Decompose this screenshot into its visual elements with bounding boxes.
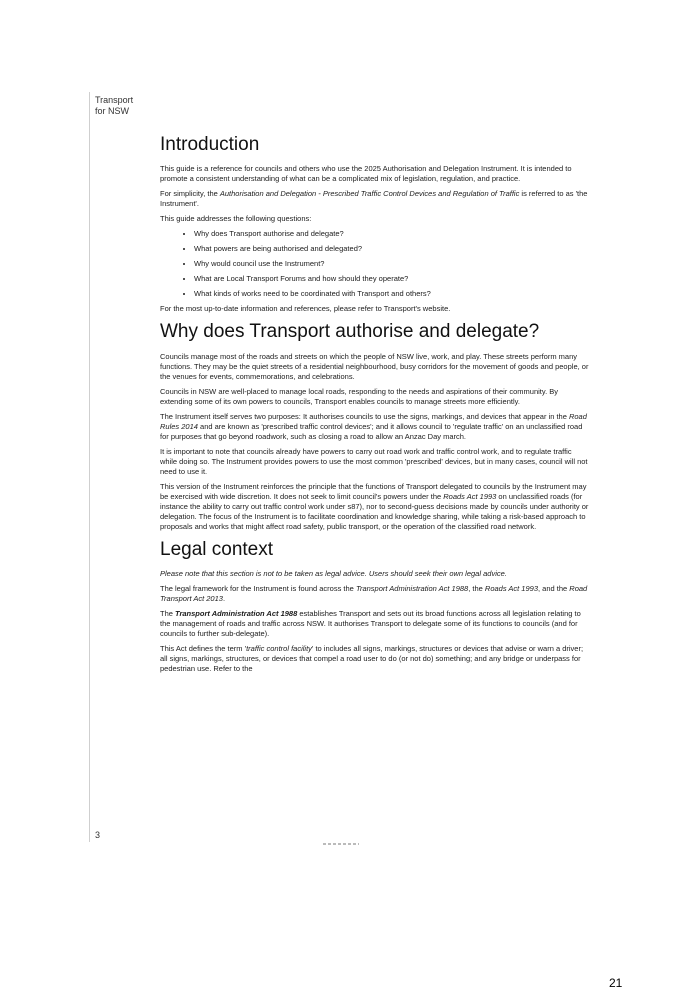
legal-paragraph-1 [160,584,590,604]
list-item: • What kinds of works need to be coordinated with Transport and others? [194,289,590,299]
list-item: • Why would council use the Instrument? [194,259,590,269]
act-title: Road Rules 2014 [160,412,587,431]
text-run: This Act defines the term ' [160,644,247,653]
intro-paragraph-1: This guide is a reference for councils and others who use the 2025 Authorisation and Delegation Instrument. It is intended to promote a consistent understanding of what can be a complicated mix of legislation, regulation, and practice. [160,164,572,183]
why-paragraph-3 [160,412,590,442]
text-run: ' to includes all signs, markings, structures or devices that advise or warn a driver; all signs, markings, structures, or devices that compel a road user to do (or not do) something; and any bridge or underpass for pedestrian use. Refer to the [160,644,584,673]
act-title: Road Transport Act 2013 [160,584,588,603]
list-item: • What powers are being authorised and delegated? [194,244,590,254]
outer-page-number: 21 [609,976,623,990]
brand-line-1: Transport [95,95,134,105]
instrument-title: Authorisation and Delegation - Prescribed Traffic Control Devices and Regulation of Traffic [219,189,520,198]
disclaimer-text: Please note that this section is not to be taken as legal advice. Users should seek their own legal advice. [160,569,507,578]
intro-paragraph-3: This guide addresses the following questions: [160,214,312,223]
why-paragraph-4: It is important to note that councils already have powers to carry out road work and traffic control work, and to regulate traffic while doing so. The Instrument provides powers to use the most common 'prescribed' devices, but in many cases, council will not need to use it. [160,447,588,476]
act-title-bold: Transport Administration Act 1988 [175,609,298,618]
list-item: • Why does Transport authorise and delegate? [194,229,590,239]
footer-classification-mark [323,843,359,845]
legal-paragraph-3 [160,644,590,674]
list-item: • What are Local Transport Forums and how should they operate? [194,274,590,284]
intro-paragraph-4: For the most up-to-date information and references, please refer to Transport's website. [160,304,451,313]
text-run: on unclassified roads (for instance the ability to carry out traffic control work under s87), nor to second-guess decisions made by councils under authority or delegation. The focus of the Instrument is to facilitate coordination and knowledge sharing, while taking a risk-based approach to proposals and works that might affect road safety, public transport, or the operation of the classified road network. [160,492,589,531]
page-number: 3 [95,830,101,840]
text-run: , and the [538,584,570,593]
legal-disclaimer [160,569,590,579]
questions-list [160,229,590,299]
defined-term: traffic control facility [246,644,312,653]
heading-introduction: Introduction [160,134,260,155]
text-run: and are known as 'prescribed traffic control devices'; and it allows council to 'regulate traffic' on an unclassified road for purposes that go beyond roadwork, such as closing a road to allow an Anzac Day march. [160,422,583,441]
sidebar-rule [89,92,90,842]
text-run: The [160,609,176,618]
brand-line-2: for NSW [95,106,130,116]
text-run: The legal framework for the Instrument is found across the [160,584,356,593]
act-title: Transport Administration Act 1988 [355,584,469,593]
intro-paragraph-2 [160,189,590,209]
act-title: Roads Act 1993 [484,584,538,593]
why-paragraph-2: Councils in NSW are well-placed to manage local roads, responding to the needs and aspirations of their community. By extending some of its own powers to councils, Transport enables councils to manage streets more efficiently. [160,387,558,406]
text-run: For simplicity, the [160,189,220,198]
text-run: , the [468,584,485,593]
heading-legal-context: Legal context [160,539,274,560]
document-body [160,133,590,679]
text-run: This version of the Instrument reinforces the principle that the functions of Transport delegated to councils by the Instrument may be exercised with wide discretion. It does not seek to limit council's powers under the [160,482,587,501]
heading-why-authorise: Why does Transport authorise and delegate? [160,321,540,342]
text-run: establishes Transport and sets out its broad functions across all legislation relating to the management of roads and traffic across NSW. It authorises Transport to delegate some of its functions to councils (and for councils to further sub-delegate). [160,609,581,638]
text-run: . [222,594,226,603]
brand-logo-text [95,95,133,117]
act-title: Roads Act 1993 [443,492,497,501]
text-run: is referred to as 'the Instrument'. [160,189,588,208]
why-paragraph-5 [160,482,590,532]
legal-paragraph-2 [160,609,590,639]
why-paragraph-1: Councils manage most of the roads and streets on which the people of NSW live, work, and play. These streets perform many functions. They may be the quiet streets of a residential neighbourhood, busy corridors for the movement of goods and people, or the venues for events, commemorations, and celebrations. [160,352,589,381]
text-run: The Instrument itself serves two purposes: It authorises councils to use the signs, markings, and devices that appear in the [160,412,569,421]
